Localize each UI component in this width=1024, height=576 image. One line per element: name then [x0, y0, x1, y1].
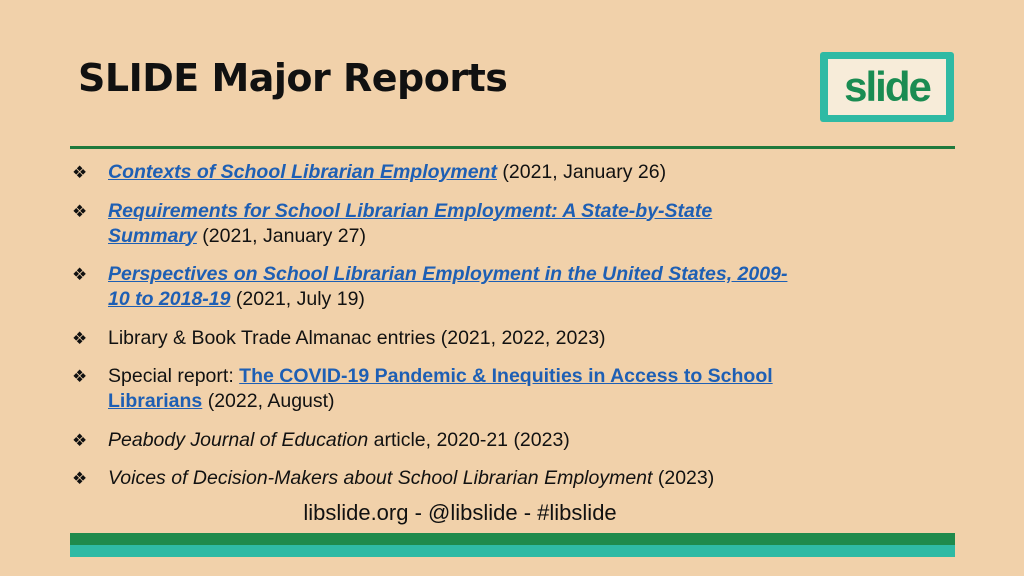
- voices-title: Voices of Decision-Makers about School Librarian Employment: [108, 467, 653, 489]
- item-date: (2021, January 26): [496, 161, 667, 183]
- diamond-bullet-icon: ❖: [72, 163, 88, 182]
- diamond-bullet-icon: ❖: [72, 201, 88, 221]
- item-date: (2023): [652, 467, 715, 489]
- footer-band-green: [70, 533, 955, 545]
- logo-text: slide: [828, 59, 946, 115]
- item-date: (2021, July 19): [230, 288, 365, 310]
- almanac-text: Library & Book Trade Almanac entries (2021, 2022, 2023): [108, 326, 606, 349]
- footer-contact: libslide.org - @libslide - #libslide: [303, 500, 617, 525]
- diamond-bullet-icon: ❖: [72, 367, 88, 386]
- diamond-bullet-icon: ❖: [72, 328, 88, 348]
- special-report-label: Special report:: [108, 365, 240, 387]
- report-item-peabody: [70, 428, 790, 453]
- slide-logo: [820, 52, 954, 122]
- item-date: (2022, August): [202, 390, 335, 412]
- contexts-report-link[interactable]: Contexts of School Librarian Employment: [108, 161, 497, 183]
- perspectives-report-link[interactable]: Perspectives on School Librarian Employment in the United States, 2009-10 to 2018-19: [108, 263, 788, 310]
- journal-title: Peabody Journal of Education: [108, 428, 369, 451]
- diamond-bullet-icon: ❖: [72, 265, 88, 284]
- slide-title: SLIDE Major Reports: [78, 56, 508, 100]
- report-item-almanac: [70, 326, 790, 351]
- item-date: article, 2020-21 (2023): [368, 428, 570, 451]
- report-item-voices: [70, 466, 790, 491]
- report-item-contexts: [70, 160, 790, 185]
- diamond-bullet-icon: ❖: [72, 430, 88, 450]
- reports-list: [70, 160, 790, 505]
- requirements-report-link[interactable]: Requirements for School Librarian Employment: A State-by-State Summary: [108, 199, 713, 247]
- covid-report-link[interactable]: The COVID-19 Pandemic & Inequities in Access to School Librarians: [108, 365, 773, 412]
- report-item-covid: [70, 364, 790, 414]
- report-item-perspectives: [70, 262, 790, 312]
- diamond-bullet-icon: ❖: [72, 469, 88, 488]
- title-divider: [70, 146, 955, 149]
- report-item-requirements: [70, 199, 790, 249]
- item-date: (2021, January 27): [196, 224, 366, 247]
- footer-band-teal: [70, 545, 955, 557]
